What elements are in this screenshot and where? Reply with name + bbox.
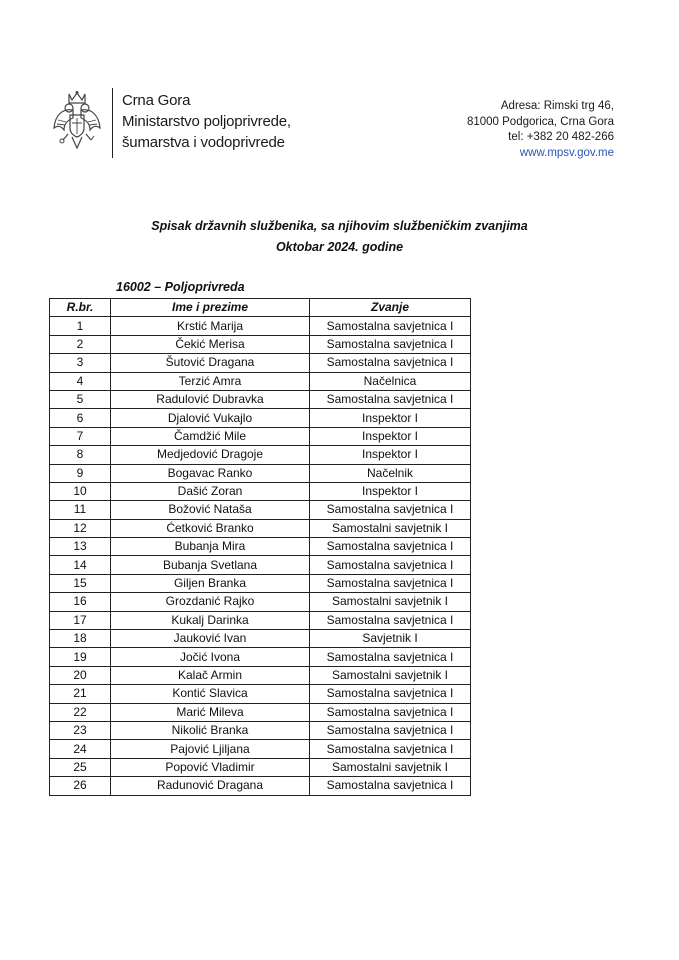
table-body [50,317,471,795]
employee-rank: Samostalna savjetnica I [310,740,471,758]
row-number: 12 [50,519,111,537]
table-row [50,721,471,739]
table-row [50,317,471,335]
table-row [50,482,471,500]
employee-name: Popović Vladimir [111,758,310,776]
employee-rank: Inspektor I [310,482,471,500]
table-row [50,427,471,445]
website-link[interactable]: www.mpsv.gov.me [519,146,614,159]
row-number: 7 [50,427,111,445]
row-number: 11 [50,501,111,519]
employee-name: Čekić Merisa [111,335,310,353]
employee-rank: Samostalna savjetnica I [310,538,471,556]
employee-rank: Samostalna savjetnica I [310,501,471,519]
employee-name: Kalač Armin [111,666,310,684]
employee-rank: Samostalna savjetnica I [310,685,471,703]
table-row [50,630,471,648]
address-line1: Adresa: Rimski trg 46, [500,100,614,112]
contact-block [467,99,614,161]
row-number: 9 [50,464,111,482]
employee-rank: Načelnica [310,372,471,390]
country-name: Crna Gora [122,92,191,109]
row-number: 6 [50,409,111,427]
table-row [50,409,471,427]
employee-name: Kukalj Darinka [111,611,310,629]
employee-name: Čamdžić Mile [111,427,310,445]
employee-name: Božović Nataša [111,501,310,519]
phone-number: tel: +382 20 482-266 [508,131,614,143]
ministry-name-line1: Ministarstvo poljoprivrede, [122,113,291,130]
employee-name: Jauković Ivan [111,630,310,648]
table-row [50,666,471,684]
employee-rank: Inspektor I [310,427,471,445]
employee-rank: Samostalna savjetnica I [310,317,471,335]
row-number: 13 [50,538,111,556]
row-number: 8 [50,446,111,464]
employee-name: Giljen Branka [111,574,310,592]
employee-rank: Načelnik [310,464,471,482]
table-row [50,703,471,721]
montenegro-coat-of-arms-icon [52,90,102,152]
document-title: Spisak državnih službenika, sa njihovim službeničkim zvanjima [151,219,528,233]
row-number: 19 [50,648,111,666]
employee-table [49,298,471,796]
table-row [50,777,471,795]
table-row [50,648,471,666]
table-row [50,501,471,519]
employee-name: Dašić Zoran [111,482,310,500]
table-row [50,390,471,408]
employee-rank: Savjetnik I [310,630,471,648]
table-row [50,335,471,353]
employee-name: Bogavac Ranko [111,464,310,482]
row-number: 20 [50,666,111,684]
row-number: 2 [50,335,111,353]
table-row [50,372,471,390]
employee-name: Bubanja Mira [111,538,310,556]
table-row [50,538,471,556]
employee-rank: Samostalna savjetnica I [310,611,471,629]
table-header-row [50,299,471,317]
row-number: 23 [50,721,111,739]
row-number: 21 [50,685,111,703]
employee-name: Ćetković Branko [111,519,310,537]
employee-rank: Samostalna savjetnica I [310,574,471,592]
table-row [50,685,471,703]
row-number: 3 [50,354,111,372]
employee-name: Pajović Ljiljana [111,740,310,758]
table-row [50,611,471,629]
table-row [50,574,471,592]
row-number: 17 [50,611,111,629]
table-row [50,593,471,611]
employee-name: Medjedović Dragoje [111,446,310,464]
section-heading: 16002 – Poljoprivreda [116,280,245,294]
employee-name: Bubanja Svetlana [111,556,310,574]
row-number: 24 [50,740,111,758]
employee-name: Nikolić Branka [111,721,310,739]
employee-rank: Samostalna savjetnica I [310,354,471,372]
employee-rank: Samostalni savjetnik I [310,519,471,537]
table-row [50,758,471,776]
employee-name: Terzić Amra [111,372,310,390]
row-number: 5 [50,390,111,408]
employee-rank: Inspektor I [310,409,471,427]
employee-name: Radulović Dubravka [111,390,310,408]
employee-rank: Samostalna savjetnica I [310,556,471,574]
header-title: Zvanje [310,299,471,317]
table-row [50,740,471,758]
employee-rank: Inspektor I [310,446,471,464]
header-rbr: R.br. [50,299,111,317]
header-name: Ime i prezime [111,299,310,317]
table-row [50,446,471,464]
row-number: 14 [50,556,111,574]
employee-rank: Samostalna savjetnica I [310,648,471,666]
table-row [50,464,471,482]
row-number: 4 [50,372,111,390]
row-number: 26 [50,777,111,795]
employee-name: Radunović Dragana [111,777,310,795]
employee-name: Kontić Slavica [111,685,310,703]
header-divider [112,88,113,158]
row-number: 22 [50,703,111,721]
row-number: 25 [50,758,111,776]
row-number: 10 [50,482,111,500]
employee-rank: Samostalni savjetnik I [310,666,471,684]
employee-rank: Samostalni savjetnik I [310,593,471,611]
row-number: 15 [50,574,111,592]
employee-name: Djalović Vukajlo [111,409,310,427]
employee-rank: Samostalni savjetnik I [310,758,471,776]
table-row [50,354,471,372]
employee-rank: Samostalna savjetnica I [310,777,471,795]
document-date: Oktobar 2024. godine [275,240,404,254]
employee-name: Marić Mileva [111,703,310,721]
ministry-name-line2: šumarstva i vodoprivrede [122,134,285,151]
employee-rank: Samostalna savjetnica I [310,721,471,739]
employee-name: Jočić Ivona [111,648,310,666]
row-number: 18 [50,630,111,648]
employee-rank: Samostalna savjetnica I [310,390,471,408]
employee-name: Šutović Dragana [111,354,310,372]
table-row [50,556,471,574]
address-line2: 81000 Podgorica, Crna Gora [466,115,614,128]
employee-name: Krstić Marija [111,317,310,335]
employee-rank: Samostalna savjetnica I [310,335,471,353]
row-number: 16 [50,593,111,611]
organization-block [122,90,291,153]
employee-rank: Samostalna savjetnica I [310,703,471,721]
row-number: 1 [50,317,111,335]
table-row [50,519,471,537]
employee-name: Grozdanić Rajko [111,593,310,611]
